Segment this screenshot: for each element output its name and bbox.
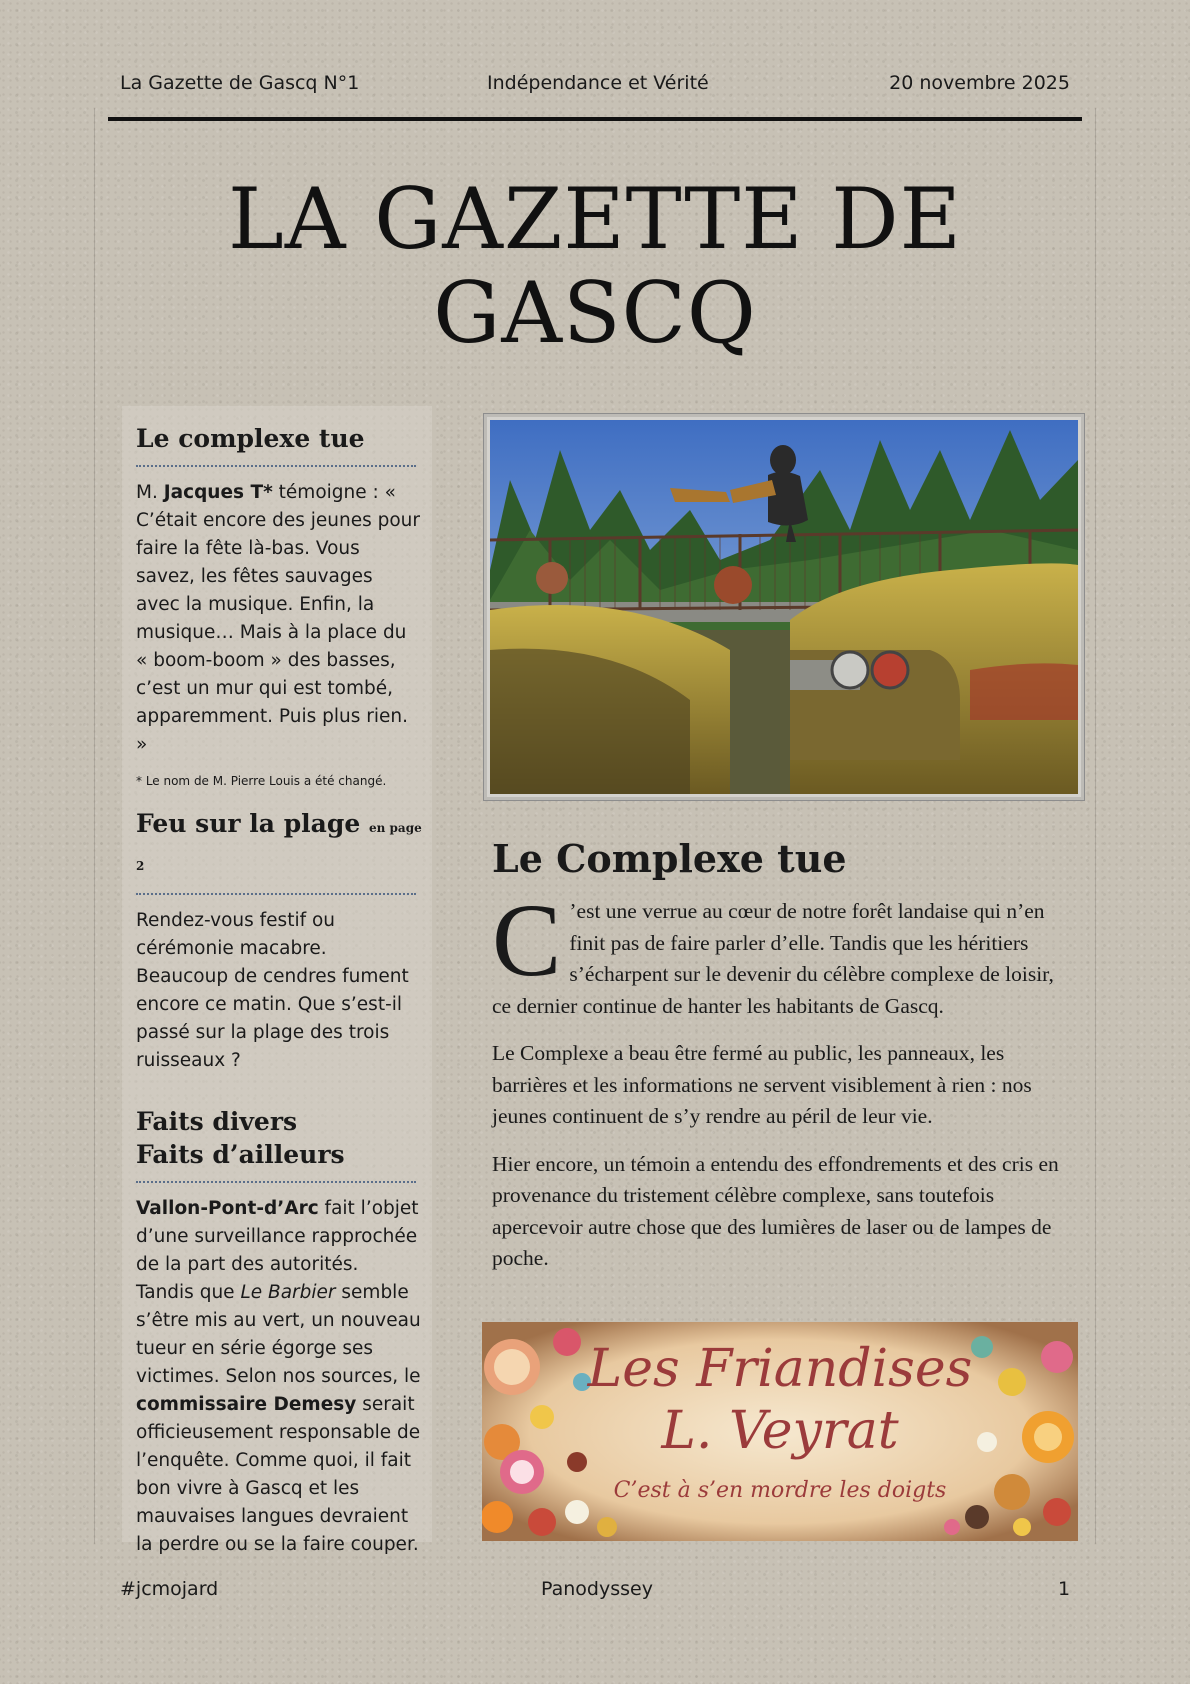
- header-left: La Gazette de Gascq N°1: [120, 72, 360, 94]
- nickname: Le Barbier: [240, 1282, 336, 1303]
- article-paragraph-3: Hier encore, un témoin a entendu des effondrements et des cris en provenance du tristement célèbre complexe, sans toutefois apercevoir autre chose que des lumières de laser ou de lampes de poche.: [492, 1151, 1059, 1270]
- article-paragraph-1: [492, 883, 1076, 1022]
- photo-frame: [483, 413, 1085, 801]
- abandoned-cars-photo: [490, 420, 1078, 794]
- sidebar-title-3: [136, 1105, 422, 1171]
- article-paragraph-2: Le Complexe a beau être fermé au public, les panneaux, les barrières et les informations ne servent visiblement à rien : nos jeunes continuent de s’y rendre au péril de leur vie.: [492, 1041, 1032, 1128]
- witness-quote: témoigne : « C’était encore des jeunes pour faire la fête là-bas. Vous savez, les fêtes sauvages avec la musique. Enfin, la musique… Mais à la place du « boom-boom » des basses, c’est un mur qui est tombé, apparemment. Puis plus rien. »: [136, 482, 421, 755]
- place-name: Vallon-Pont-d’Arc: [136, 1198, 319, 1219]
- witness-name: Jacques T*: [163, 482, 273, 503]
- ad-text: [482, 1338, 1078, 1506]
- sidebar-footnote: * Le nom de M. Pierre Louis a été changé.: [136, 774, 387, 788]
- candy-advertisement: [482, 1322, 1078, 1541]
- sidebar-text-2: Rendez-vous festif ou cérémonie macabre. Beaucoup de cendres fument encore ce matin. Que s’est-il passé sur la plage des trois ruisseaux ?: [136, 910, 409, 1071]
- article-title: Le Complexe tue: [492, 836, 847, 881]
- article-photo: [490, 420, 1078, 794]
- sidebar-text-1: [136, 479, 422, 759]
- sidebar-title-2: [136, 807, 422, 883]
- drop-cap: C: [492, 883, 562, 998]
- title-text: Feu sur la plage: [136, 809, 361, 838]
- sidebar-title-1: Le complexe tue: [136, 424, 365, 453]
- footer-page-number: 1: [1058, 1578, 1071, 1600]
- masthead-line2: GASCQ: [433, 264, 757, 362]
- text-part: semble s’être mis au vert, un nouveau tueur en série égorge ses victimes. Selon nos sources, le: [136, 1282, 421, 1387]
- dotted-divider: [136, 465, 416, 467]
- footer-center: Panodyssey: [541, 1578, 653, 1600]
- page-reference: en page 2: [136, 821, 422, 873]
- paragraph-text: ’est une verrue au cœur de notre forêt landaise qui n’en finit pas de faire parler d’elle. Tandis que les héritiers s’écharpent sur le devenir du célèbre complexe de loisir, ce dernier continue de hanter les habitants de Gascq.: [492, 899, 1054, 1018]
- commissioner-name: commissaire Demesy: [136, 1394, 357, 1415]
- sidebar-text-3: [136, 1195, 422, 1559]
- frame-right-line: [1095, 108, 1096, 1544]
- title-line-1: Faits divers: [136, 1107, 298, 1136]
- ad-line-2: L. Veyrat: [661, 1401, 899, 1461]
- masthead-line1: LA GAZETTE DE: [228, 170, 962, 268]
- dotted-divider: [136, 1181, 416, 1183]
- dotted-divider: [136, 893, 416, 895]
- article-body: [492, 883, 1076, 1291]
- header-rule: [108, 117, 1082, 121]
- text-part: serait officieusement responsable de l’enquête. Comme quoi, il fait bon vivre à Gascq et les mauvaises langues devraient la perdre ou se la faire couper.: [136, 1394, 421, 1555]
- text-part: fait l’objet d’une surveillance rapprochée de la part des autorités. Tandis que: [136, 1198, 419, 1303]
- header-right: 20 novembre 2025: [889, 72, 1070, 94]
- text-prefix: M.: [136, 482, 164, 503]
- masthead: [108, 172, 1082, 360]
- ad-line-1: Les Friandises: [587, 1339, 973, 1399]
- sidebar: [122, 406, 432, 1555]
- footer-left: #jcmojard: [120, 1578, 219, 1600]
- ad-tagline: C’est à s’en mordre les doigts: [613, 1478, 947, 1503]
- frame-left-line: [94, 108, 95, 1544]
- header-center: Indépendance et Vérité: [487, 72, 709, 94]
- title-line-2: Faits d’ailleurs: [136, 1140, 345, 1169]
- page-header: [120, 72, 1070, 100]
